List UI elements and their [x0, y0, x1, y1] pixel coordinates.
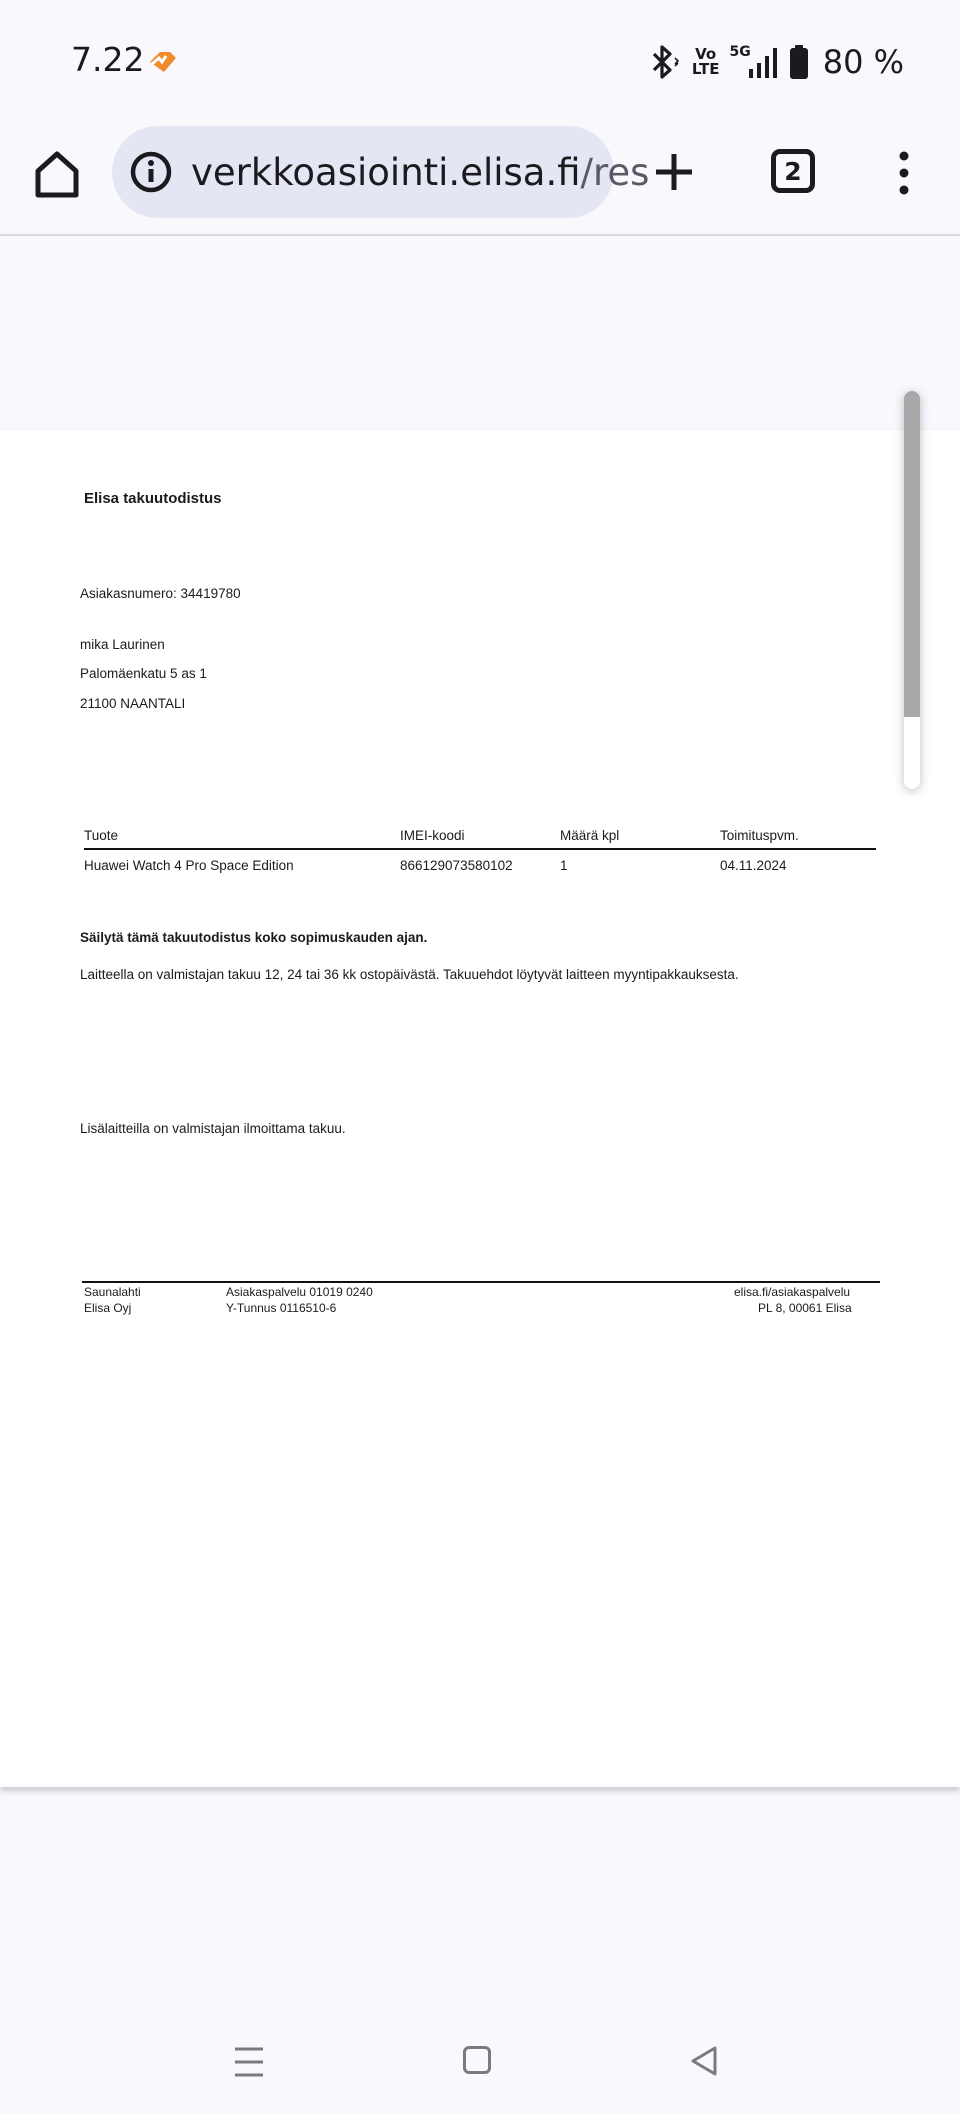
scrollbar-thumb[interactable] — [904, 391, 920, 717]
url-text[interactable] — [191, 151, 649, 194]
status-bar — [0, 0, 960, 120]
more-vert-icon[interactable] — [894, 150, 914, 196]
header-product: Tuote — [84, 828, 119, 843]
home-nav-icon[interactable] — [463, 2046, 491, 2074]
signal-icon — [747, 45, 779, 79]
cell-delivery-date: 04.11.2024 — [720, 858, 787, 873]
header-imei: IMEI-koodi — [400, 828, 465, 843]
url-domain: verkkoasiointi.elisa.fi — [191, 150, 581, 194]
warranty-note: Laitteella on valmistajan takuu 12, 24 tai 36 kk ostopäivästä. Takuuehdot löytyvät laitteen myyntipakkauksesta. — [80, 967, 739, 982]
footer-support-phone: Asiakaspalvelu 01019 0240 — [226, 1285, 373, 1299]
volte-indicator: Vo LTE — [691, 45, 720, 78]
back-icon[interactable] — [690, 2045, 718, 2077]
info-icon[interactable] — [129, 150, 173, 194]
network-type: 5G — [729, 44, 751, 60]
bluetooth-icon — [648, 44, 682, 80]
browser-toolbar — [0, 120, 960, 236]
cell-imei: 866129073580102 — [400, 858, 513, 873]
header-quantity: Määrä kpl — [560, 828, 620, 843]
document-title: Elisa takuutodistus — [84, 490, 222, 507]
customer-name: mika Laurinen — [80, 637, 165, 652]
tab-count: 2 — [784, 156, 802, 186]
customer-street: Palomäenkatu 5 as 1 — [80, 666, 207, 681]
scrollbar[interactable] — [904, 391, 920, 789]
footer-support-url: elisa.fi/asiakaspalvelu — [734, 1285, 851, 1299]
system-nav-bar — [0, 2010, 960, 2114]
plus-icon[interactable] — [652, 150, 696, 194]
recents-icon[interactable] — [234, 2046, 264, 2078]
clock: 7.22 — [71, 40, 145, 79]
home-icon[interactable] — [30, 147, 84, 201]
table-row — [84, 858, 876, 873]
cell-quantity: 1 — [560, 858, 568, 873]
footer-company-name: Elisa Oyj — [84, 1301, 132, 1315]
product-table — [84, 828, 876, 873]
tabs-icon[interactable] — [771, 149, 815, 193]
battery-icon — [789, 45, 809, 79]
battery-percentage: 80 % — [822, 43, 904, 81]
footer-company-brand: Saunalahti — [84, 1285, 141, 1299]
warranty-document — [0, 430, 960, 1787]
keep-note: Säilytä tämä takuutodistus koko sopimuskauden ajan. — [80, 930, 428, 945]
header-delivery-date: Toimituspvm. — [720, 828, 799, 843]
address-bar[interactable] — [112, 126, 650, 218]
footer-business-id: Y-Tunnus 0116510-6 — [226, 1301, 337, 1315]
accessory-note: Lisälaitteilla on valmistajan ilmoittama takuu. — [80, 1121, 346, 1136]
cell-product: Huawei Watch 4 Pro Space Edition — [84, 858, 294, 873]
table-header — [84, 828, 876, 850]
page-background — [0, 238, 960, 430]
url-path: /res — [580, 150, 650, 194]
footer-postal-address: PL 8, 00061 Elisa — [758, 1301, 852, 1315]
footer-divider — [82, 1281, 880, 1283]
customer-number: Asiakasnumero: 34419780 — [80, 586, 241, 601]
status-icons — [648, 40, 904, 84]
heart-rate-notification-icon — [146, 48, 180, 76]
customer-city: 21100 NAANTALI — [80, 696, 186, 711]
